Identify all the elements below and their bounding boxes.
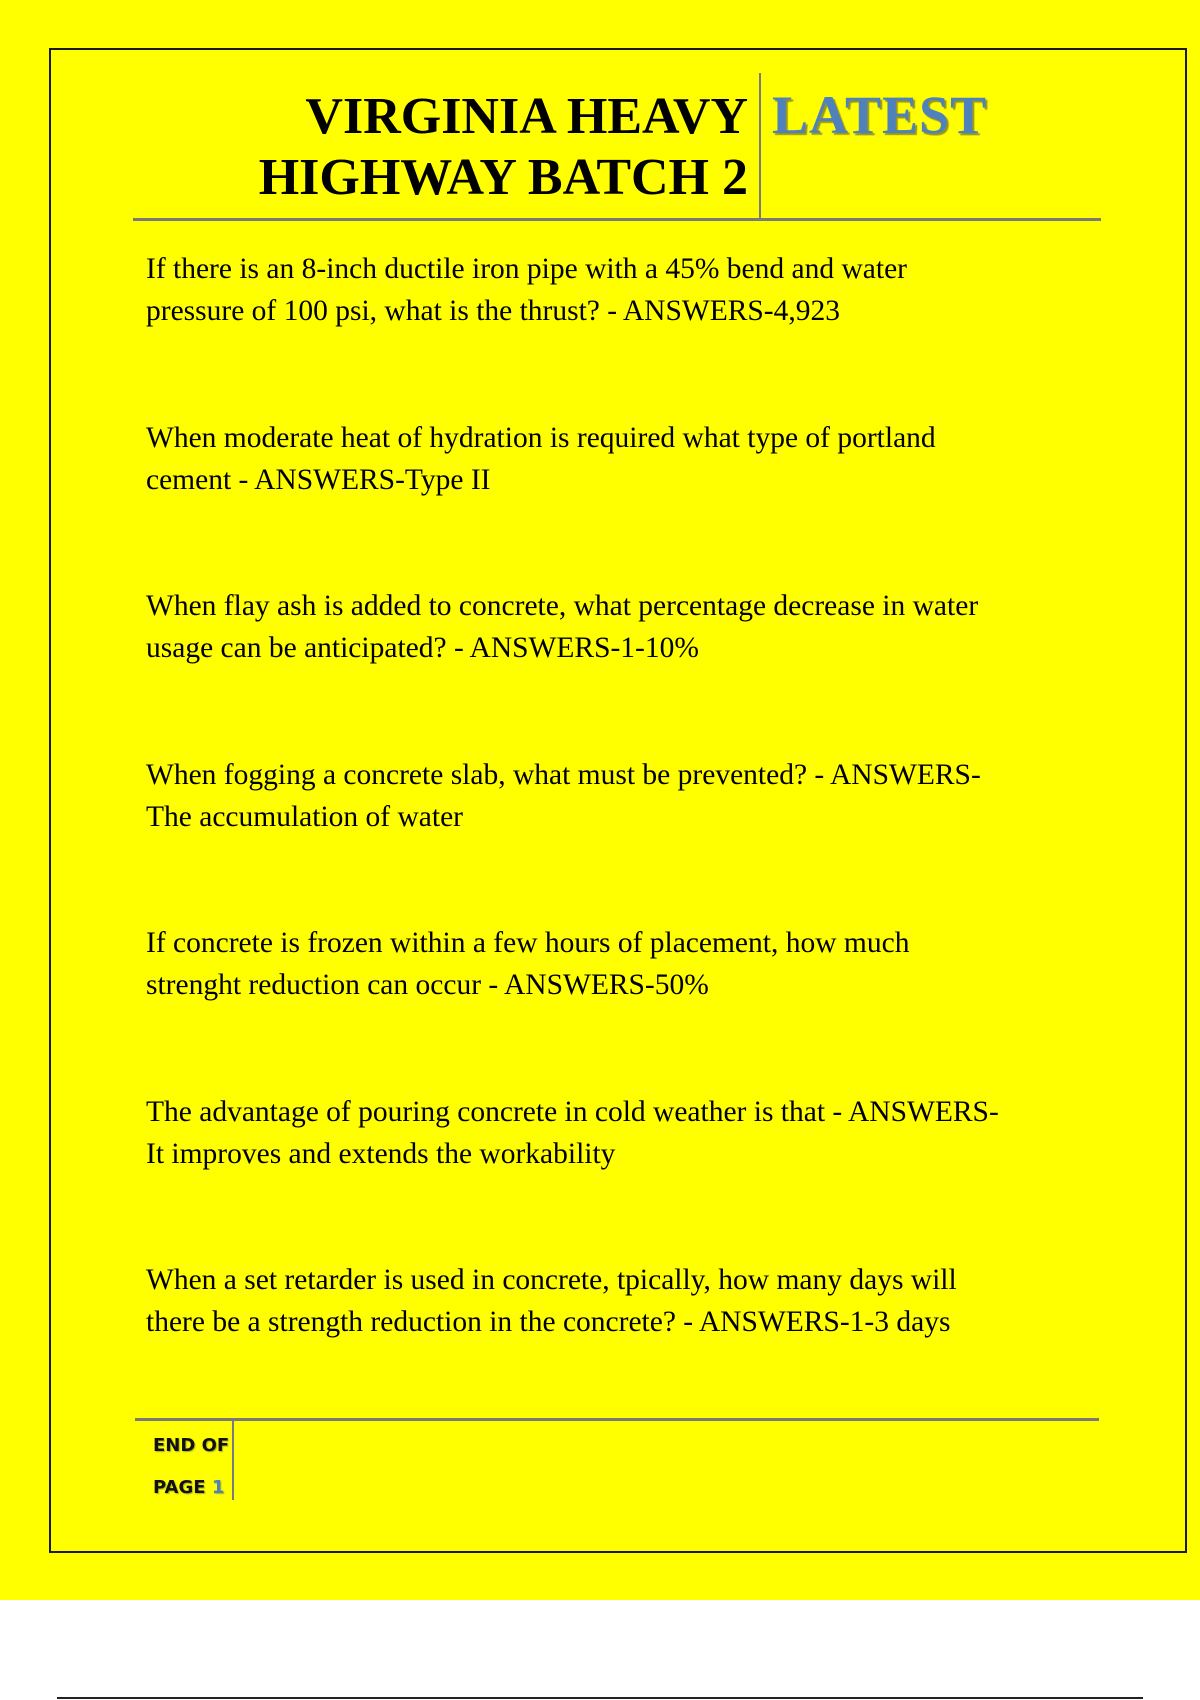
qa-text-line: When a set retarder is used in concrete, tpically, how many days will <box>146 1264 957 1296</box>
page-number: 1 <box>211 1477 225 1498</box>
qa-text-line: When fogging a concrete slab, what must be prevented? - ANSWERS- <box>146 758 981 791</box>
header-divider <box>759 73 761 220</box>
end-of-page-label <box>153 1425 229 1509</box>
qa-item <box>146 417 1096 586</box>
qa-text-line: cement - ANSWERS-Type II <box>146 463 491 496</box>
footer-rule <box>135 1418 1099 1421</box>
qa-text-line: usage can be anticipated? - ANSWERS-1-10% <box>146 632 699 664</box>
qa-item <box>146 1091 1096 1260</box>
qa-text-line: strenght reduction can occur - ANSWERS-50% <box>146 969 709 1001</box>
qa-list <box>146 248 1096 1428</box>
qa-text-line: The accumulation of water <box>146 800 463 833</box>
page-title <box>130 86 748 208</box>
footer-divider <box>232 1420 234 1500</box>
qa-text-line: When flay ash is added to concrete, what percentage decrease in water <box>146 590 979 622</box>
footer-page-label: PAGE <box>153 1477 206 1498</box>
title-line-2: HIGHWAY BATCH 2 <box>258 149 748 206</box>
qa-text-line: The advantage of pouring concrete in cold weather is that - ANSWERS- <box>146 1095 999 1128</box>
qa-text-line: pressure of 100 psi, what is the thrust? - ANSWERS-4,923 <box>146 295 840 327</box>
latest-badge: LATEST <box>772 85 988 145</box>
footer-line-2 <box>153 1467 229 1509</box>
qa-item <box>146 585 1096 754</box>
qa-text-line: If there is an 8-inch ductile iron pipe with a 45% bend and water <box>146 253 908 285</box>
footer-line-1: END OF <box>153 1435 230 1456</box>
qa-item <box>146 248 1096 417</box>
title-line-1: VIRGINIA HEAVY <box>305 88 748 145</box>
qa-item <box>146 1259 1096 1428</box>
bottom-rule <box>57 1697 1143 1699</box>
qa-text-line: When moderate heat of hydration is required what type of portland <box>146 421 936 454</box>
qa-item <box>146 922 1096 1091</box>
qa-text-line: If concrete is frozen within a few hours of placement, how much <box>146 927 910 959</box>
qa-text-line: there be a strength reduction in the concrete? - ANSWERS-1-3 days <box>146 1306 951 1338</box>
qa-text-line: It improves and extends the workability <box>146 1137 616 1170</box>
qa-item <box>146 754 1096 923</box>
header-rule <box>133 218 1101 221</box>
